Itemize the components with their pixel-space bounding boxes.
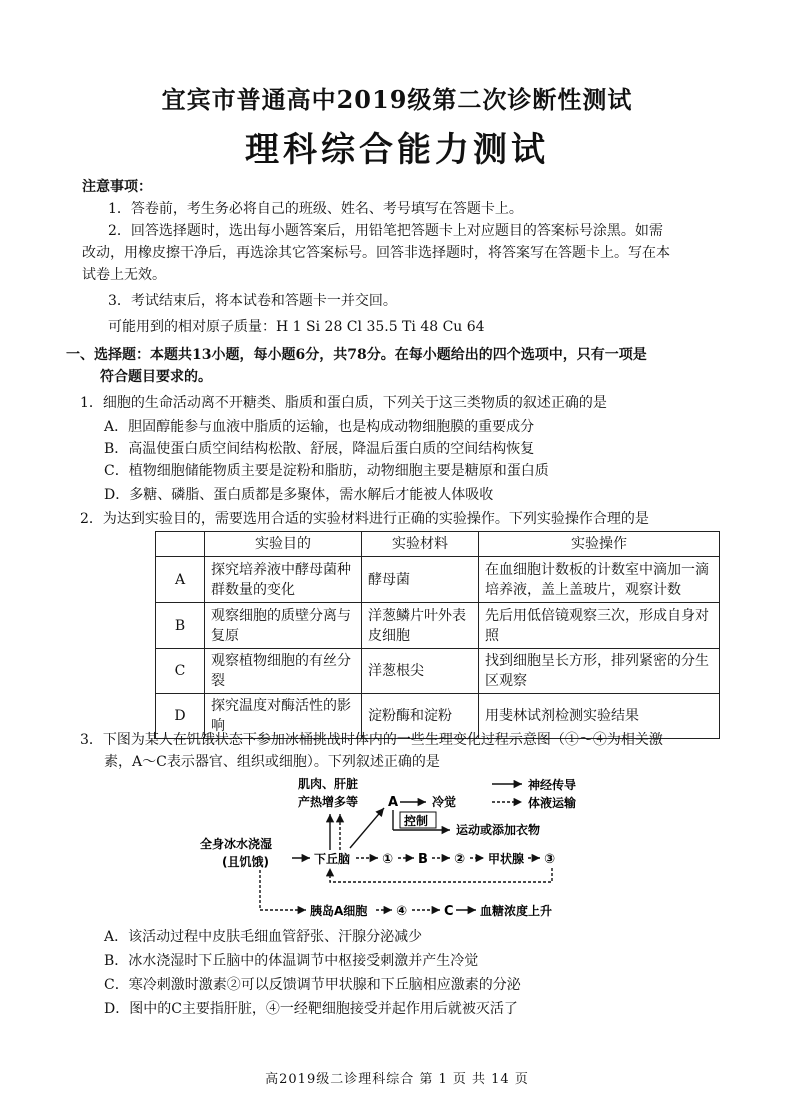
- table-cell-operation: 找到细胞呈长方形，排列紧密的分生区观察: [479, 649, 720, 694]
- control-label: 控制: [404, 814, 429, 828]
- arrow-feedback: [330, 868, 552, 882]
- glucose-label: 血糖浓度上升: [480, 904, 553, 918]
- table-row: [156, 649, 720, 694]
- q1-option-d: D．多糖、磷脂、蛋白质都是多聚体，需水解后才能被人体吸收: [104, 487, 494, 503]
- q1-option-c: C．植物细胞储能物质主要是淀粉和脂肪，动物细胞主要是糖原和蛋白质: [104, 463, 549, 479]
- table-cell-option: B: [156, 603, 205, 649]
- section-heading-line-2: 符合题目要求的。: [100, 369, 212, 385]
- notice-item-1: 1．答卷前，考生务必将自己的班级、姓名、考号填写在答题卡上。: [108, 201, 523, 217]
- table-cell-option: C: [156, 649, 205, 694]
- table-row: [156, 603, 720, 649]
- exam-title: 宜宾市普通高中2019级第二次诊断性测试: [161, 85, 633, 114]
- hypothalamus-label: 下丘脑: [314, 852, 351, 866]
- q1-option-a: A．胆固醇能参与血液中脂质的运输，也是构成动物细胞膜的重要成分: [104, 419, 535, 435]
- table-header-cell: 实验操作: [479, 532, 720, 557]
- hormone-4: ④: [396, 904, 408, 919]
- q1-option-b: B．高温使蛋白质空间结构松散、舒展，降温后蛋白质的空间结构恢复: [104, 441, 535, 457]
- node-a: A: [388, 795, 399, 810]
- atomic-masses: 可能用到的相对原子质量：H 1 Si 28 Cl 35.5 Ti 48 Cu 64: [108, 319, 485, 335]
- table-cell-operation: 先后用低倍镜观察三次，形成自身对照: [479, 603, 720, 649]
- notice-heading: 注意事项：: [82, 179, 152, 195]
- stimulus-sub-label: (且饥饿): [222, 855, 269, 869]
- islet-label: 胰岛A细胞: [310, 904, 368, 918]
- cold-label: 冷觉: [432, 795, 457, 809]
- arrow-hypothalamus-a: [350, 808, 384, 848]
- table-cell-operation: 在血细胞计数板的计数室中滴加一滴培养液，盖上盖玻片，观察计数: [479, 557, 720, 603]
- table-cell-material: 淀粉酶和淀粉: [362, 694, 479, 739]
- table-header-cell: 实验材料: [362, 532, 479, 557]
- muscle-liver-label: 肌肉、肝脏: [298, 777, 359, 791]
- q2-stem: 2．为达到实验目的，需要选用合适的实验材料进行正确的实验操作。下列实验操作合理的是: [80, 511, 649, 527]
- q1-stem: 1．细胞的生命活动离不开糖类、脂质和蛋白质，下列关于这三类物质的叙述正确的是: [80, 395, 607, 411]
- section-heading-line-1: 一、选择题：本题共13小题，每小题6分，共78分。在每小题给出的四个选项中，只有一项是: [66, 347, 647, 363]
- q3-option-b: B．冰水浇湿时下丘脑中的体温调节中枢接受刺激并产生冷觉: [104, 953, 479, 969]
- q2-experiment-table: [155, 531, 720, 739]
- thyroid-label: 甲状腺: [488, 852, 525, 866]
- action-label: 运动或添加衣物: [456, 823, 541, 837]
- table-cell-option: A: [156, 557, 205, 603]
- q3-option-a: A．该活动过程中皮肤毛细血管舒张、汗腺分泌减少: [104, 929, 423, 945]
- table-header-row: [156, 532, 720, 557]
- notice-item-3: 3．考试结束后，将本试卷和答题卡一并交回。: [108, 293, 397, 309]
- notice-item-2-line-3: 试卷上无效。: [82, 267, 166, 283]
- legend-nerve-label: 神经传导: [528, 778, 577, 792]
- stimulus-label: 全身冰水浇湿: [200, 837, 273, 851]
- hormone-1: ①: [382, 852, 394, 867]
- heat-label: 产热增多等: [298, 795, 359, 809]
- table-cell-goal: 观察细胞的质壁分离与复原: [205, 603, 362, 649]
- node-b: B: [418, 852, 428, 867]
- exam-subtitle: 理科综合能力测试: [245, 130, 549, 170]
- q3-option-d: D．图中的C主要指肝脏，④一经靶细胞接受并起作用后就被灭活了: [104, 1001, 518, 1017]
- table-cell-material: 酵母菌: [362, 557, 479, 603]
- hormone-2: ②: [454, 852, 466, 867]
- table-cell-material: 洋葱根尖: [362, 649, 479, 694]
- notice-item-2-line-2: 改动，用橡皮擦干净后，再选涂其它答案标号。回答非选择题时，将答案写在答题卡上。写在本: [82, 245, 670, 261]
- page-footer: 高2019级二诊理科综合 第 1 页 共 14 页: [265, 1072, 529, 1087]
- table-cell-goal: 探究培养液中酵母菌种群数量的变化: [205, 557, 362, 603]
- q3-stem-line-1: 3．下图为某人在饥饿状态下参加冰桶挑战时体内的一些生理变化过程示意图（①～④为相关激: [80, 732, 663, 748]
- arrow-to-islet: [260, 870, 306, 910]
- node-c: C: [444, 904, 454, 919]
- notice-item-2-line-1: 2．回答选择题时，选出每小题答案后，用铅笔把答题卡上对应题目的答案标号涂黑。如需: [108, 223, 663, 239]
- table-cell-operation: 用斐林试剂检测实验结果: [479, 694, 720, 739]
- q3-stem-line-2: 素，A～C表示器官、组织或细胞）。下列叙述正确的是: [104, 754, 440, 770]
- table-header-cell: 实验目的: [205, 532, 362, 557]
- physiology-diagram: [200, 770, 600, 920]
- table-cell-goal: 观察植物细胞的有丝分裂: [205, 649, 362, 694]
- table-cell-goal: 探究温度对酶活性的影响: [205, 694, 362, 739]
- legend-fluid-label: 体液运输: [528, 796, 577, 810]
- hormone-3: ③: [544, 852, 556, 867]
- table-cell-material: 洋葱鳞片叶外表皮细胞: [362, 603, 479, 649]
- table-cell-option: D: [156, 694, 205, 739]
- table-row: [156, 557, 720, 603]
- q3-option-c: C．寒冷刺激时激素②可以反馈调节甲状腺和下丘脑相应激素的分泌: [104, 977, 521, 993]
- table-header-cell: [156, 532, 205, 557]
